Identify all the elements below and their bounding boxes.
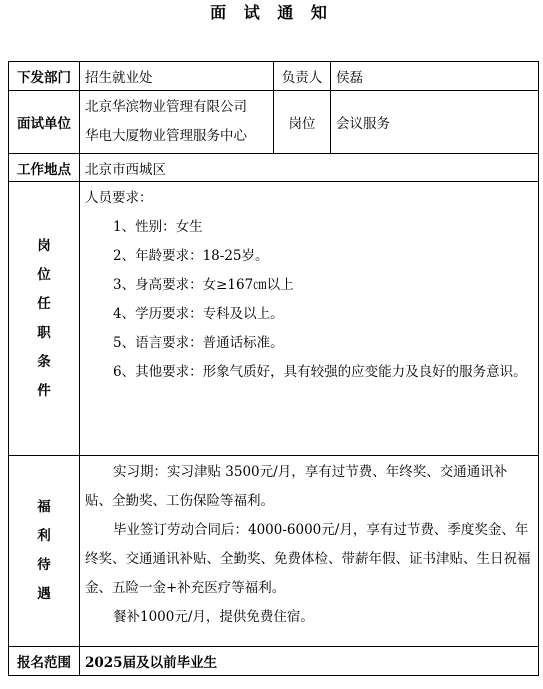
requirement-item: 2、年龄要求：18-25岁。 xyxy=(113,248,269,264)
scope-value: 2025届及以前毕业生 xyxy=(80,647,539,676)
post-value: 会议服务 xyxy=(331,91,539,154)
location-label: 工作地点 xyxy=(9,154,80,182)
benefits-content xyxy=(80,456,539,647)
requirements-label xyxy=(9,182,80,456)
benefit-paragraph: 实习期：实习津贴 3500元/月，享有过节费、年终奖、交通通讯补贴、全勤奖、工伤保险等福利。 xyxy=(85,464,508,509)
benefits-label-char: 待 xyxy=(37,557,51,573)
requirement-item: 3、身高要求：女≥167㎝以上 xyxy=(113,277,294,293)
page-title: 面 试 通 知 xyxy=(210,3,333,22)
location-value: 北京市西城区 xyxy=(80,154,539,182)
unit-line-1: 北京华滨物业管理有限公司 xyxy=(85,99,247,115)
owner-label: 负责人 xyxy=(274,62,331,91)
requirements-label-char: 职 xyxy=(37,324,51,341)
row-location xyxy=(9,154,539,182)
unit-value xyxy=(80,91,274,154)
requirements-label-char: 条 xyxy=(37,353,51,370)
requirements-label-char: 岗 xyxy=(37,237,51,254)
benefits-label xyxy=(9,456,80,647)
benefit-paragraph: 餐补1000元/月，提供免费住宿。 xyxy=(113,609,314,625)
unit-label: 面试单位 xyxy=(9,91,80,154)
requirement-item: 5、语言要求：普通话标准。 xyxy=(113,335,284,351)
requirement-item: 4、学历要求：专科及以上。 xyxy=(113,306,284,322)
requirements-content xyxy=(80,182,539,456)
row-requirements xyxy=(9,182,539,456)
post-label: 岗位 xyxy=(274,91,331,154)
benefit-paragraph: 毕业签订劳动合同后：4000-6000元/月，享有过节费、季度奖金、年终奖、交通通讯补贴、全勤奖、免费体检、带薪年假、证书津贴、生日祝福金、五险一金+补充医疗等福利。 xyxy=(85,522,531,596)
requirement-item: 1、性别：女生 xyxy=(113,219,203,235)
benefits-label-char: 遇 xyxy=(37,586,51,602)
benefits-label-char: 福 xyxy=(37,499,51,515)
requirements-label-char: 位 xyxy=(37,266,51,283)
row-benefits xyxy=(9,456,539,647)
requirements-label-char: 件 xyxy=(37,382,51,399)
interview-notice-table xyxy=(8,61,539,676)
row-unit xyxy=(9,91,539,154)
requirements-label-char: 任 xyxy=(37,295,51,312)
requirement-item: 6、其他要求：形象气质好，具有较强的应变能力及良好的服务意识。 xyxy=(113,364,527,380)
owner-value: 侯磊 xyxy=(331,62,539,91)
dept-value: 招生就业处 xyxy=(80,62,274,91)
scope-label: 报名范围 xyxy=(9,647,80,676)
row-scope xyxy=(9,647,539,676)
dept-label: 下发部门 xyxy=(9,62,80,91)
unit-line-2: 华电大厦物业管理服务中心 xyxy=(85,128,247,144)
requirements-heading: 人员要求： xyxy=(85,190,153,206)
row-department xyxy=(9,62,539,91)
benefits-label-char: 利 xyxy=(37,528,51,544)
